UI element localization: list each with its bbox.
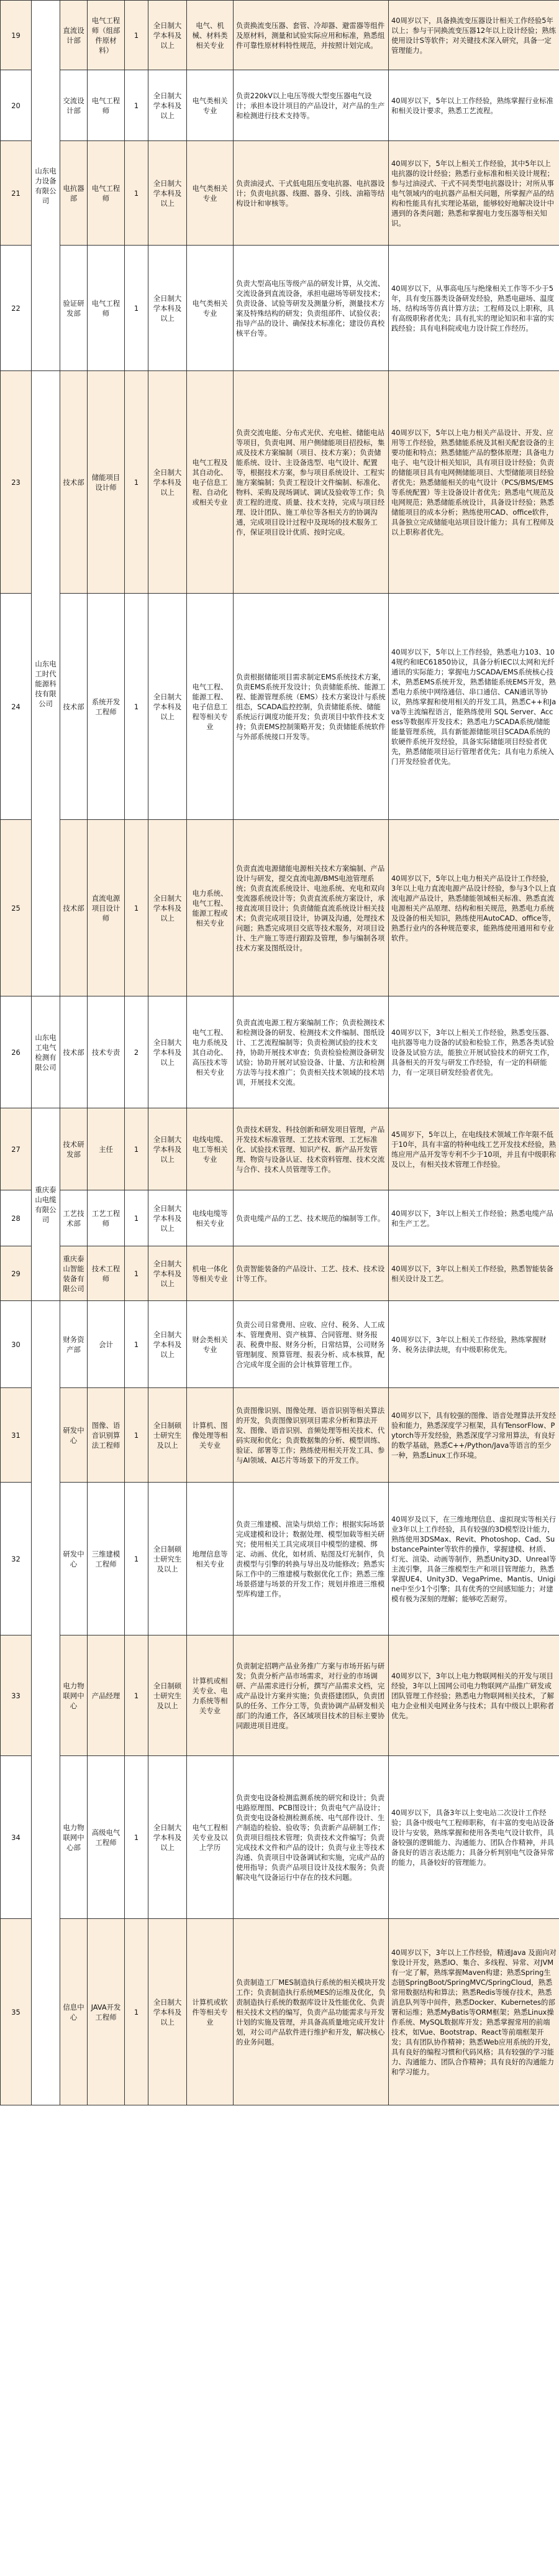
department-cell: 财务资产部 <box>60 1301 88 1388</box>
position-cell: 储能项目设计师 <box>88 371 125 594</box>
table-row <box>1 1635 559 1756</box>
education-cell: 全日制大学本科及以上 <box>148 594 187 820</box>
duty-cell: 负责制定招聘产品业务推广方案与市场开拓与研发；负责分析产品市场需求，对行业的市场调研、产品需求进行分析，撰写产品需求文档，完成产品设计方案并实施；负责搭建团队，负责团队的任务、工作分工等，负责协调产品研发相关部门的沟通工作，各区域项目技术的目标主要协同跟进项目进度。 <box>234 1635 389 1756</box>
row-number: 32 <box>1 1483 32 1635</box>
major-cell: 电气工程、能源工程、电子信息工程等相关专业 <box>187 594 234 820</box>
duty-cell: 负责公司日常费用、应收、应付、税务、人工成本、管理费用、资产核算、合同管理、财务报表、税费申报、财务分析，日常结算，公司财务管理制度、预算管理、报表分析、成本核算，配合完成年度全面的会计核算管理工作。 <box>234 1301 389 1388</box>
duty-cell: 负责图像识别、图像处理、语音识别等相关算法的开发，负责图像识别项目需求分析和算法开发、图像、语音识别、音频处理等相关技术、代码实现和优化；负责数据集的分析、模型训练、验证、部署等工作；熟练使用相关开发工具、参与AI领域、AI芯片等场景下的开发工作。 <box>234 1388 389 1483</box>
duty-cell: 负责220kV以上电压等级大型变压器电气设计；承担本设计项目的产品设计，对产品的生产和检测进行技术支持等。 <box>234 70 389 141</box>
table-row <box>1 594 559 820</box>
table-row <box>1 1 559 70</box>
position-cell: 三维建模工程师 <box>88 1483 125 1635</box>
major-cell: 电气类相关专业 <box>187 246 234 371</box>
education-cell: 全日制大学本科及以上 <box>148 1246 187 1301</box>
position-cell: 技术专责 <box>88 996 125 1108</box>
requirement-cell: 45周岁下，5年以上，在电线技术领域工作年限不低于10年，具有丰富的特种电线工艺开发技术经验，熟练应用产品开发等专利不少于10项，并且有中级职称及以上，有相关技术管理工作经验。 <box>389 1108 559 1190</box>
position-cell: 产品经理 <box>88 1635 125 1756</box>
major-cell: 计算机或相关专业、电力系统等相关专业 <box>187 1635 234 1756</box>
row-number: 33 <box>1 1635 32 1756</box>
major-cell: 电线电缆、电工等相关专业 <box>187 1108 234 1190</box>
department-cell: 技术部 <box>60 996 88 1108</box>
major-cell: 财会类相关专业 <box>187 1301 234 1388</box>
major-cell: 电线电缆等相关专业 <box>187 1190 234 1246</box>
major-cell: 电气、机械、材料类相关专业 <box>187 1 234 70</box>
headcount-cell: 1 <box>125 1635 148 1756</box>
headcount-cell: 2 <box>125 996 148 1108</box>
table-row <box>1 371 559 594</box>
headcount-cell: 1 <box>125 141 148 246</box>
department-cell: 直流设计部 <box>60 1 88 70</box>
row-number: 35 <box>1 1919 32 2105</box>
headcount-cell: 1 <box>125 1919 148 2105</box>
major-cell: 电气类相关专业 <box>187 70 234 141</box>
department-cell: 重庆泰山智能装备有限公司 <box>60 1246 88 1301</box>
table-row <box>1 141 559 246</box>
headcount-cell: 1 <box>125 246 148 371</box>
requirement-cell: 40周岁以下，3年以上相关工作经验，熟悉智能装备相关设计及工艺。 <box>389 1246 559 1301</box>
row-number: 19 <box>1 1 32 70</box>
headcount-cell: 1 <box>125 820 148 996</box>
requirement-cell: 40周岁以下，3年以上相关工作经验，熟悉变压器、电抗器等电力设备的试验和检验工作，熟悉各类试验设备及试验方法，能独立开展试验技术的研究工作，具备相关的开发与研发工作经验，有一定的科研能力，有一定项目研发经验者优先。 <box>389 996 559 1108</box>
duty-cell: 负责直流电源工程方案编制工作；负责检测技术和检测设备的研发、检测技术文件编制、图纸设计、工艺流程编制等；负责检测试验的技术支持，协助开展技术审查；负责检验检测设备研发试验；协助开展对试验设备、计量、方法和检测方法等与技术推广；负责相关技术领域的技术培训，开展技术交流。 <box>234 996 389 1108</box>
headcount-cell: 1 <box>125 1 148 70</box>
department-cell: 电力物联网中心 <box>60 1635 88 1756</box>
requirement-cell: 40周岁以下，5年以上相关工作经验，其中5年以上电抗器的设计经验；熟悉行业标准和相关设计规程；参与过油浸式、干式不同类型电抗器设计；对所从事电气领域内的电抗器产品相关问题，所掌握产品的结构和性能具有扎实理论基础，能够较好地解决设计中遇到的各类问题；熟悉和掌握电力变压器等相关知识。 <box>389 141 559 246</box>
department-cell: 电力物联网中心部 <box>60 1756 88 1919</box>
department-cell: 技术部 <box>60 594 88 820</box>
education-cell: 全日制大学本科及以上 <box>148 1 187 70</box>
duty-cell: 负责三维建模、渲染与烘焙工作；根据实际场景完成建模和设计；数据处理、模型加载等相关研究；使用相关工具完成项目中模型的建模、绑定、动画、优化，如材质、贴图及灯光制作，负责模型与引擎的转换与导出及功能修改；熟悉实际工作中的三维建模与数据优化工作；熟悉三维场景搭建与场景的开发工作；规划并推进三维模型库构建工作。 <box>234 1483 389 1635</box>
department-cell: 工艺技术部 <box>60 1190 88 1246</box>
education-cell: 全日制大学本科及以上 <box>148 141 187 246</box>
education-cell: 全日制大学本科及以上 <box>148 70 187 141</box>
position-cell: JAVA开发工程师 <box>88 1919 125 2105</box>
table-row <box>1 1108 559 1190</box>
headcount-cell: 1 <box>125 1388 148 1483</box>
table-row <box>1 1483 559 1635</box>
position-cell: 电气工程师 <box>88 70 125 141</box>
department-cell: 技术部 <box>60 820 88 996</box>
position-cell: 电气工程师（组部件原材料） <box>88 1 125 70</box>
position-cell: 高级电气工程师 <box>88 1756 125 1919</box>
requirement-cell: 40周岁及以下，在三维地理信息、虚拟现实等相关行业3年以上工作经验，具有较强的3D模型设计能力，熟练使用3DSMax、Revit、Photoshop、Cad、SubstancePainter等软件的操作，掌握建模、材质、灯光、渲染、动画等制作，熟悉Unity3D、Unreal等主流引擎，具备三维模型生产和项目管理能力，熟悉掌握UE4、Unity3D、VegaPrime、Mantis、Unigine中至少1个引擎；具有优秀的空间感知能力；对建模有极为深刻的理解；能够吃苦耐劳。 <box>389 1483 559 1635</box>
requirement-cell: 40周岁以下，5年以上电力相关产品设计、开发、应用等工作经验，熟悉储能系统及其相关配套设备的主要功能和特点；熟悉储能产品的整体原理；具备电力电子、电气设计相关知识，具有项目设计经验；负责的储能项目具有电网侧储能项目、大型储能项目经验者优先；熟悉储能相关的电气设计（PCS/BMS/EMS等系统配置）等主设备设计者优先；熟悉电气规范及电网规范；熟悉储能系统设计，具备设计经验；熟悉储能项目的成本分析；熟练使用CAD、office软件，具备独立完成储能电站项目设计能力；具有工程师及以上职称者优先。 <box>389 371 559 594</box>
requirement-cell: 40周岁以下，5年以上工作经验，熟悉电力103、104规约和IEC61850协议，具备分析IEC以太网和光纤通讯的实际能力；掌握电力SCADA/EMS系统核心技术，熟悉EMS系统开发，熟悉储能系统EMS开发，熟悉电力系统中网络通信、串口通信、CAN通讯等协议，熟练掌握和使用相关的开发工具，熟悉C++和Java等主流编程语言，能熟练使用 SQL Server、Access等数据库开发技术；熟悉电力SCADA系统/储能能量管理系统，具有新能源储能项目SCADA系统的软硬件系统开发经验，具备实际储能项目经验者优先，熟悉储能项目运行管理者优先；具有电力系统入门开发经验者优先。 <box>389 594 559 820</box>
position-cell: 会计 <box>88 1301 125 1388</box>
company-cell: 山东电工时代能源科技有限公司 <box>32 371 60 996</box>
major-cell: 电气工程、电力系统及其自动化、高压技术等相关专业 <box>187 996 234 1108</box>
table-row <box>1 820 559 996</box>
major-cell: 计算机、图像处理等相关专业 <box>187 1388 234 1483</box>
duty-cell: 负责变电设备检测监测系统的研究和设计；负责电路原理图、PCB图设计；负责电气产品设计；负责变电设备检测检测系统、电气部件设计、生产制造的检验、验收等；负责新产品研制工作；负责项目组技术管理；负责技术文件编写；负责完成技术文件和产品的设计；负责与业主等技术沟通、负责项目中设备调试和实施，完成产品的使用指导；负责产品项目设计及技术服务；负责解决电气设备运行中存在的技术问题。 <box>234 1756 389 1919</box>
major-cell: 机电一体化等相关专业 <box>187 1246 234 1301</box>
duty-cell: 负责换流变压器、套管、冷却器、避雷器等组件及原材料，测量和试验实际应用和标准，熟悉组件可靠性原材料特性规范，并按照计划完成。 <box>234 1 389 70</box>
major-cell: 电气类相关专业 <box>187 141 234 246</box>
duty-cell: 负责油浸式、干式低电阻压变电抗器、电抗器设计；负责电抗器、线圈、器身、引线、油箱等结构设计和审核等。 <box>234 141 389 246</box>
row-number: 21 <box>1 141 32 246</box>
education-cell: 全日制大学本科及以上 <box>148 1108 187 1190</box>
education-cell: 全日制硕士研究生及以上 <box>148 1483 187 1635</box>
duty-cell: 负责交流电能、分布式光伏、充电桩、储能电站等项目，负责电网、用户侧储能项目招投标，集成及技术方案编制（项目、技术方案）；负责储能系统、设计、主设备选型、电气设计、配置等，根据技术方案，参与项目系统设计、工程实施方案编制；负责工程设计文件编制、标准化、物料、采购及现场调试、调试及验收等工作；负责工程的进度、质量、技术支持，完成与项目经理、设计团队、施工单位等各相关方的协调沟通，完成项目设计过程中及现场的技术服务工作，保证项目设计优质、按时完成。 <box>234 371 389 594</box>
education-cell: 全日制大学本科及以上 <box>148 996 187 1108</box>
table-row <box>1 1919 559 2105</box>
department-cell: 信息中心 <box>60 1919 88 2105</box>
major-cell: 地理信息等相关专业 <box>187 1483 234 1635</box>
table-row <box>1 70 559 141</box>
duty-cell: 负责技术研发、科技创新和研发项目管理，产品开发技术标准管理、工艺技术管理、工艺标准化、试验技术管理、知识产权、新产品开发管理、物资与设备认证、技术资料管理、技术交流与合作、技术人员管理等工作。 <box>234 1108 389 1190</box>
major-cell: 电气工程及其自动化、电子信息工程、自动化或相关专业 <box>187 371 234 594</box>
row-number: 22 <box>1 246 32 371</box>
duty-cell: 负责直流电源储能电源相关技术方案编制、产品设计与研发，提交直流电源/BMS电池管理系统；负责直流系统设计、电池系统、充电和双向变流器系统设计等；负责直流系统方案设计，承接直流项目设计；负责储能直流系统设计相关技术；负责完成项目设计，协调及沟通，处理技术问题；熟悉完成项目交底等技术服务，对项目设计、生产施工等进行跟踪及管理，参与编制各项技术方案及图纸设计。 <box>234 820 389 996</box>
row-number: 26 <box>1 996 32 1108</box>
company-cell: 重庆泰山电缆有限公司 <box>32 1108 60 1301</box>
requirement-cell: 40周岁以下，5年以上工作经验，熟练掌握行业标准和相关设计要求，熟悉工艺流程。 <box>389 70 559 141</box>
headcount-cell: 1 <box>125 1246 148 1301</box>
table-row <box>1 996 559 1108</box>
row-number: 34 <box>1 1756 32 1919</box>
position-cell: 电气工程师 <box>88 246 125 371</box>
row-number: 31 <box>1 1388 32 1483</box>
position-cell: 直流电源项目设计师 <box>88 820 125 996</box>
table-row <box>1 1756 559 1919</box>
row-number: 27 <box>1 1108 32 1190</box>
row-number: 25 <box>1 820 32 996</box>
department-cell: 技术研发部 <box>60 1108 88 1190</box>
company-cell: 山东电工电气检测有限公司 <box>32 996 60 1108</box>
education-cell: 全日制大学本科及以上 <box>148 246 187 371</box>
company-cell <box>32 1301 60 2105</box>
headcount-cell: 1 <box>125 70 148 141</box>
requirement-cell: 40周岁以下，3年以上相关工作经验；熟悉电缆产品和生产工艺。 <box>389 1190 559 1246</box>
duty-cell: 负责制造工厂MES制造执行系统的相关模块开发工作；负责制造执行系统MES的运维及优化，负责制造执行系统的数据库设计及性能优化、负责相关技术文档的编写，负责产品功能需求与开发计划的实施及管理，并具备高质量地完成开发计划，对公司产品软件进行维护和开发，解决核心的业务问题。 <box>234 1919 389 2105</box>
duty-cell: 负责智能装备的产品设计、工艺、技术、技术设计等工作。 <box>234 1246 389 1301</box>
education-cell: 全日制硕士研究生及以上 <box>148 1635 187 1756</box>
department-cell: 电抗器部 <box>60 141 88 246</box>
department-cell: 研发中心 <box>60 1388 88 1483</box>
table-row <box>1 1301 559 1388</box>
education-cell: 全日制硕士研究生及以上 <box>148 1388 187 1483</box>
position-cell: 电气工程师 <box>88 141 125 246</box>
headcount-cell: 1 <box>125 594 148 820</box>
duty-cell: 负责电缆产品的工艺、技术规范的编制等工作。 <box>234 1190 389 1246</box>
requirement-cell: 40周岁以下，3年以上相关工作经验，熟练掌握财务、税务法律法规，有中级职称优先。 <box>389 1301 559 1388</box>
row-number: 24 <box>1 594 32 820</box>
headcount-cell: 1 <box>125 1756 148 1919</box>
table-row <box>1 1190 559 1246</box>
position-cell: 技术工程师 <box>88 1246 125 1301</box>
education-cell: 全日制大学本科及以上 <box>148 820 187 996</box>
education-cell: 全日制大学本科及以上 <box>148 371 187 594</box>
company-cell: 山东电力设备有限公司 <box>32 1 60 371</box>
department-cell: 研发中心 <box>60 1483 88 1635</box>
education-cell: 全日制大学本科及以上 <box>148 1919 187 2105</box>
headcount-cell: 1 <box>125 1301 148 1388</box>
requirement-cell: 40周岁以下，从事高电压与绝缘相关工作等不少于5年，具有变压器类设备研发经验，熟悉电磁场、温度场、结构场等仿真计算方法；工程师及以上职称，具有高级职称者优先；具有扎实的理论知识和丰富的实践经验；具有电科院或电力设计院工作经历。 <box>389 246 559 371</box>
requirement-cell: 40周岁以下，具有较强的图像、语音处理算法开发经验和能力，熟悉深度学习框架，具有TensorFlow、Pytorch等开发经验，熟悉深度学习常用算法，有良好的数学基础，熟悉C++/Python/Java等语言的至少一种，熟悉Linux工作环境。 <box>389 1388 559 1483</box>
table-row <box>1 246 559 371</box>
table-row <box>1 1388 559 1483</box>
headcount-cell: 1 <box>125 1190 148 1246</box>
position-cell: 图像、语音识别算法工程师 <box>88 1388 125 1483</box>
department-cell: 技术部 <box>60 371 88 594</box>
education-cell: 全日制大学本科及以上 <box>148 1756 187 1919</box>
duty-cell: 负责根据储能项目需求制定EMS系统技术方案，负责EMS系统开发设计；负责储能系统、能源工程、能源管理系统（EMS）技术方案设计与系统组态，SCADA监控控制，负责储能系统、储能系统运行调度功能开发；负责项目中软件技术支持；负责EMS控制策略开发；负责储能系统软件与外部系统接口开发等。 <box>234 594 389 820</box>
row-number: 20 <box>1 70 32 141</box>
education-cell: 全日制大学本科及以上 <box>148 1190 187 1246</box>
row-number: 23 <box>1 371 32 594</box>
requirement-cell: 40周岁以下，3年以上电力物联网相关的开发与项目经验，3年以上国网公司电力物联网产品推广研发或团队管理工作经验；熟悉电力物联网相关技术，了解电力企业相关电网业务与技术；具有中级以上职称者优先。 <box>389 1635 559 1756</box>
requirement-cell: 40周岁以下，3年以上工作经验，精通Java 及面向对象设计开发，熟悉IO、集合、多线程、异常、对JVM有一定了解，熟练掌握Maven构建；熟悉Spring生态链SpringBoot/SpringMVC/SpringCloud，熟悉常用数据结构和算法；熟悉Redis等缓存技术，熟悉消息队列等中间件，熟悉Docker、Kubernetes的部署和运维；熟悉MyBatis等ORM框架；熟悉Linux操作系统、MySQL数据库开发；熟悉掌握常用的前端技术，如Vue、Bootstrap、React等前端框架开发；具有团队协作精神；熟悉Web应用系统的开发，具有良好的编程习惯和代码风格；具有较强的学习能力、沟通能力、团队合作精神；具有良好的沟通能力和学习能力。 <box>389 1919 559 2105</box>
education-cell: 全日制大学本科及以上 <box>148 1301 187 1388</box>
row-number: 28 <box>1 1190 32 1246</box>
department-cell: 验证研发部 <box>60 246 88 371</box>
position-cell: 主任 <box>88 1108 125 1190</box>
requirement-cell: 40周岁以下，具备3年以上变电站二次设计工作经验；具备中级电气工程师职称，有丰富的变电站设备设计与安装，熟练掌握和使用各类电气设计软件，具备较强的逻辑能力、沟通能力、团队合作精神，并具备良好的语言表达能力；具备分析判别电气设备异常的能力，具备较好的管理能力。 <box>389 1756 559 1919</box>
requirement-cell: 40周岁以下，具备换流变压器设计相关工作经验5年以上；参与干同换流变压器12年以上设计经验；熟练使用设计S等软件；对关键技术深入研究，具备一定管理能力。 <box>389 1 559 70</box>
department-cell: 交流设计部 <box>60 70 88 141</box>
headcount-cell: 1 <box>125 1483 148 1635</box>
position-cell: 系统开发工程师 <box>88 594 125 820</box>
row-number: 30 <box>1 1301 32 1388</box>
headcount-cell: 1 <box>125 371 148 594</box>
requirement-cell: 40周岁以下，5年以上电力相关产品设计工作经验，3年以上电力直流电源产品设计经验，参与3个以上直流电源产品设计，熟悉储能领域相关标准、熟悉直流电源相关产品原理、结构和相关规范，熟悉电力系统及设备的相关知识，熟练使用AutoCAD、office等，熟悉行业内的各种规范要求，能熟练使用通用和专业软件。 <box>389 820 559 996</box>
row-number: 29 <box>1 1246 32 1301</box>
major-cell: 电气工程相关专业及以上学历 <box>187 1756 234 1919</box>
duty-cell: 负责大型高电压等级产品的研发计算，从交流、交流设备到直流设备，承担电磁场等研发技术；负责设备、试验等研发及测量分析，测量技术方案及特殊结构的研发；负责组部件、试验仪表；指导产品的设计、确保技术标准化；建设仿真校核平台等。 <box>234 246 389 371</box>
headcount-cell: 1 <box>125 1108 148 1190</box>
major-cell: 计算机或软件等相关专业 <box>187 1919 234 2105</box>
major-cell: 电力系统、电气工程、能源工程或相关专业 <box>187 820 234 996</box>
position-cell: 工艺工程师 <box>88 1190 125 1246</box>
table-row <box>1 1246 559 1301</box>
